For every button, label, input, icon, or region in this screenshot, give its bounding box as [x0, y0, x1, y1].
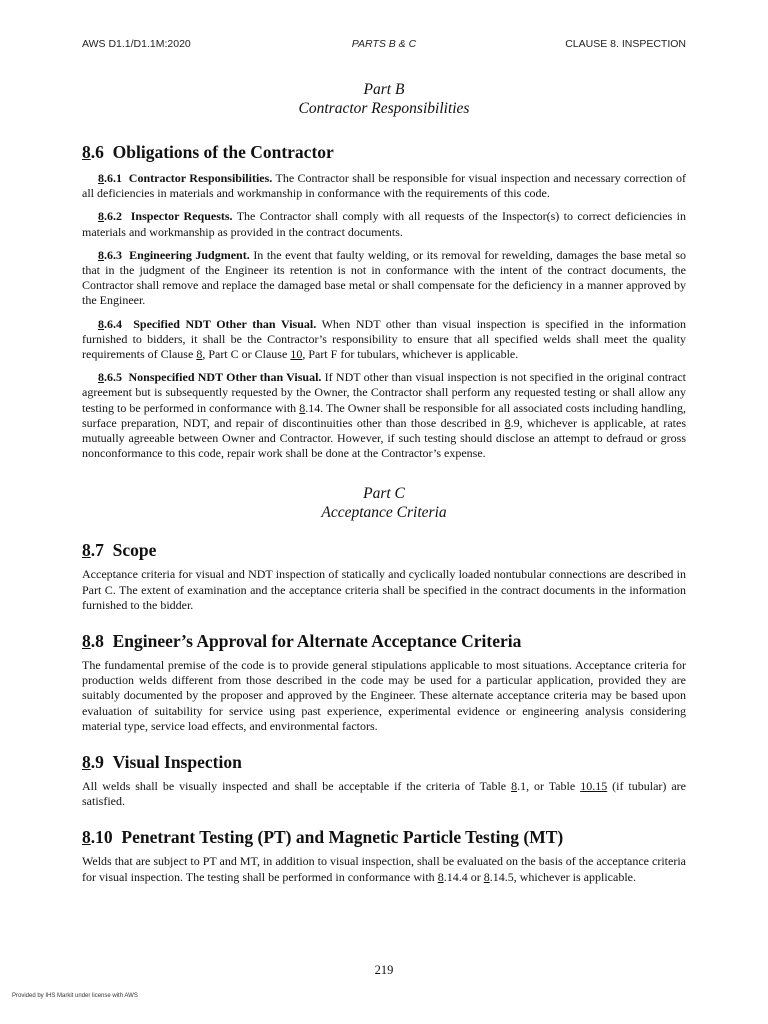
header-parts: PARTS B & C — [351, 38, 417, 50]
paragraph-8-6-5: 8.6.5 Nonspecified NDT Other than Visual. If NDT other than visual inspection is not specified in the original contract agreement but is subsequently requested by the Owner, the Contractor shall perform any requested testing or shall allow any testing to be performed in conformance with 8.14. The Owner shall be responsible for all associated costs including handling, surface preparation, NDT, and repair of discontinuities other than those described in 8.9, whichever is applicable, at rates mutually agreeable between Owner and Contractor. However, if such testing should disclose an attempt to defraud or gross nonconformance to this code, repair work shall be done at the Contractor’s expense. — [82, 370, 687, 461]
clause-10-link[interactable]: 10 — [290, 347, 303, 362]
section-8-8-heading: 8.8 Engineer’s Approval for Alternate Acceptance Criteria — [82, 631, 522, 652]
page-content — [82, 80, 686, 885]
part-b-heading — [82, 80, 686, 118]
part-b-label: Part B — [363, 81, 405, 98]
section-8-7-heading: 8.7 Scope — [82, 540, 157, 561]
page-number: 219 — [374, 963, 394, 977]
header-standard: AWS D1.1/D1.1M:2020 — [82, 38, 191, 50]
clause-8-14-link[interactable]: 8 — [299, 400, 306, 415]
table-10-15-link[interactable]: 10.15 — [580, 779, 608, 794]
paragraph-8-10: Welds that are subject to PT and MT, in addition to visual inspection, shall be evaluated on the basis of the acceptance criteria for visual inspection. The testing shall be performed in conformance with 8.14.4 or 8.14.5, whichever is applicable. — [82, 854, 686, 884]
paragraph-8-8: The fundamental premise of the code is to provide general stipulations applicable to most situations. Acceptance criteria for production welds different from those described in the code may be used for a particular application, provided they are suitably documented by the proposer and approved by the Engineer. These alternate acceptance criteria may be based upon evaluation of suitability for service using past experience, experimental evidence or engineering analysis considering material type, service load effects, and environmental factors. — [82, 658, 686, 733]
paragraph-8-7: Acceptance criteria for visual and NDT inspection of statically and cyclically loaded nontubular connections are described in Part C. The extent of examination and the acceptance criteria shall be specified in the contract documents in the information furnished to the bidder. — [82, 567, 686, 612]
clause-8-link[interactable]: 8 — [196, 347, 203, 362]
running-header — [82, 38, 686, 52]
table-8-1-link[interactable]: 8 — [511, 779, 518, 794]
header-clause: CLAUSE 8. INSPECTION — [565, 38, 686, 50]
part-c-label: Part C — [363, 485, 405, 503]
clause-8-9-link[interactable]: 8 — [504, 415, 511, 430]
part-c-heading — [82, 484, 686, 522]
paragraph-8-6-2: 8.6.2 Inspector Requests. The Contractor shall comply with all requests of the Inspector(s) to correct deficiencies in materials and workmanship as provided in the contract documents. — [82, 209, 686, 239]
paragraph-8-9: All welds shall be visually inspected and shall be acceptable if the criteria of Table 8.1, or Table 10.15 (if tubular) are satisfied. — [82, 779, 687, 809]
section-8-10-heading: 8.10 Penetrant Testing (PT) and Magnetic Particle Testing (MT) — [82, 827, 564, 848]
paragraph-8-6-4: 8.6.4 Specified NDT Other than Visual. When NDT other than visual inspection is specified in the information furnished to bidders, it shall be the Contractor’s responsibility to ensure that all specified welds shall meet the quality requirements of Clause 8, Part C or Clause 10, Part F for tubulars, whichever is applicable. — [82, 316, 686, 362]
paragraph-8-6-1: 8.6.1 Contractor Responsibilities. The Contractor shall be responsible for visual inspection and necessary correction of all deficiencies in materials and workmanship in conformance with the requirements of this code. — [82, 171, 687, 201]
paragraph-8-6-3: 8.6.3 Engineering Judgment. In the event that faulty welding, or its removal for rewelding, damages the base metal so that in the judgment of the Engineer its retention is not in conformance with the intent of the contract documents, the Contractor shall remove and replace the damaged base metal or shall compensate for the deficiency in a manner approved by the Engineer. — [82, 247, 687, 308]
part-c-title: Acceptance Criteria — [321, 504, 447, 522]
clause-8-14-5-link[interactable]: 8 — [483, 869, 490, 884]
section-8-6-heading: 8.6 Obligations of the Contractor — [82, 142, 334, 162]
clause-8-14-4-link[interactable]: 8 — [437, 869, 444, 884]
part-b-title: Contractor Responsibilities — [298, 100, 470, 117]
license-notice: Provided by IHS Markit under license with AWS — [12, 993, 138, 999]
section-8-9-heading: 8.9 Visual Inspection — [82, 752, 242, 773]
